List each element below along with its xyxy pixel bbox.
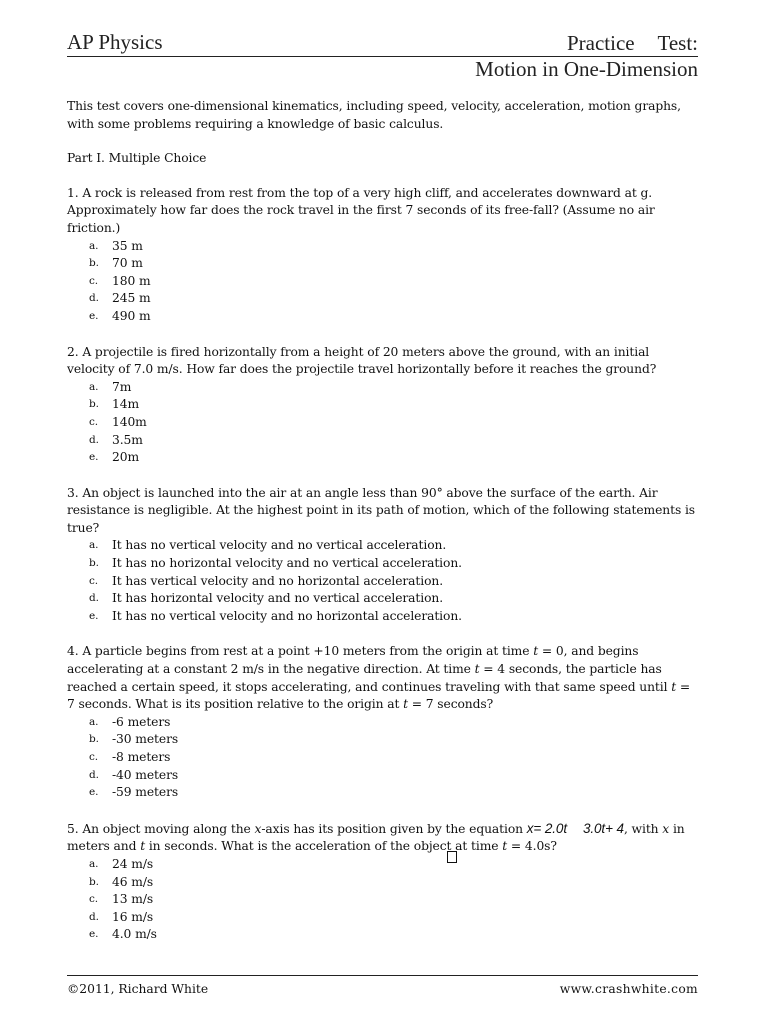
question-text xyxy=(67,820,698,856)
choice-text: It has horizontal velocity and no vertical acceleration. xyxy=(112,591,444,606)
choice-text: -30 meters xyxy=(112,732,179,747)
header-rule xyxy=(67,56,698,57)
choice-item xyxy=(89,909,698,927)
course-title: AP Physics xyxy=(67,30,163,54)
choice-item xyxy=(89,396,698,414)
choice-text: 46 m/s xyxy=(112,874,154,889)
choice-text: It has no vertical velocity and no vertical acceleration. xyxy=(112,538,447,553)
choice-item xyxy=(89,573,698,591)
time-variable: t xyxy=(502,839,508,854)
time-variable: t xyxy=(671,679,677,694)
test-title-line1 xyxy=(475,30,698,56)
choice-text: -59 meters xyxy=(112,785,179,800)
choice-text: 245 m xyxy=(112,291,151,306)
choice-item xyxy=(89,608,698,626)
choice-item xyxy=(89,273,698,291)
position-variable: x xyxy=(662,821,670,836)
practice-word: Practice xyxy=(566,31,635,55)
choice-item xyxy=(89,731,698,749)
choice-letter: d. xyxy=(89,433,99,446)
choice-letter: d. xyxy=(89,910,99,923)
choice-text: It has no vertical velocity and no horizontal acceleration. xyxy=(112,608,462,623)
choice-letter: b. xyxy=(89,557,99,570)
choice-letter: e. xyxy=(89,609,99,622)
question-text: 3. An object is launched into the air at an angle less than 90° above the surface of the earth. Air resistance is negligible. At the highest point in its path of motion, which of the following statements is true? xyxy=(67,485,696,535)
part-title: Part I. Multiple Choice xyxy=(67,151,207,166)
choice-text: 180 m xyxy=(112,273,151,288)
test-subtitle: Motion in One-Dimension xyxy=(475,57,698,81)
choice-letter: b. xyxy=(89,875,99,888)
choice-item xyxy=(89,714,698,732)
question-text-part: in seconds. What is the acceleration of the object at time xyxy=(145,839,503,854)
choice-letter: c. xyxy=(89,574,99,587)
choice-item xyxy=(89,891,698,909)
footer-rule xyxy=(67,975,698,976)
choice-letter: b. xyxy=(89,733,99,746)
choice-item xyxy=(89,749,698,767)
choice-list xyxy=(67,238,698,326)
time-variable: t xyxy=(403,697,408,712)
choice-item xyxy=(89,555,698,573)
choice-list xyxy=(67,379,698,467)
choice-letter: d. xyxy=(89,768,99,781)
choice-list xyxy=(67,856,698,944)
choice-text: -6 meters xyxy=(112,714,171,729)
choice-letter: d. xyxy=(89,592,99,605)
choice-text: -40 meters xyxy=(112,767,179,782)
choice-text: 490 m xyxy=(112,308,151,323)
time-variable: t xyxy=(474,662,480,677)
choice-item xyxy=(89,432,698,450)
choice-text: 3.5m xyxy=(112,432,143,447)
intro-paragraph: This test covers one-dimensional kinematics, including speed, velocity, acceleration, motion graphs, with some problems requiring a knowledge of basic calculus. xyxy=(67,99,681,131)
test-body xyxy=(67,98,698,962)
choice-item xyxy=(89,590,698,608)
choice-text: 4.0 m/s xyxy=(112,927,157,942)
choice-item xyxy=(89,414,698,432)
choice-item xyxy=(89,926,698,944)
choice-text: 20m xyxy=(112,450,140,465)
choice-item xyxy=(89,308,698,326)
choice-letter: c. xyxy=(89,751,99,763)
choice-letter: a. xyxy=(89,857,99,870)
choice-letter: e. xyxy=(89,786,99,799)
choice-text: 140m xyxy=(112,414,147,429)
choice-letter: b. xyxy=(89,257,99,270)
question-text: 2. A projectile is fired horizontally from a height of 20 meters above the ground, with an initial velocity of 7.0 m/s. How far does the projectile travel horizontally before it reaches the ground? xyxy=(67,344,657,377)
question-text-part: = 0, and begins accelerating at a constant 2 m/s xyxy=(67,644,639,677)
choice-item xyxy=(89,449,698,467)
choice-letter: e. xyxy=(89,451,99,464)
choice-letter: b. xyxy=(89,398,99,411)
question-text xyxy=(67,643,698,713)
question-text-part: in meters and xyxy=(67,821,685,854)
choice-text: 35 m xyxy=(112,238,143,253)
question-text-part: 5. An object moving along the xyxy=(67,821,255,836)
question-4 xyxy=(67,643,698,801)
choice-item xyxy=(89,379,698,397)
choice-item xyxy=(89,537,698,555)
choice-text: 7m xyxy=(112,379,132,394)
test-word: Test: xyxy=(657,31,698,55)
time-variable: t xyxy=(140,839,146,854)
choice-letter: c. xyxy=(89,893,99,906)
question-text-part: = 7 seconds? xyxy=(407,697,494,712)
choice-letter: e. xyxy=(89,928,99,941)
choice-text: 13 m/s xyxy=(112,892,154,907)
equation-term: x= 2.0t xyxy=(526,820,567,836)
question-text: 1. A rock is released from rest from the top of a very high cliff, and accelerates downward at g. Approximately how far does the rock travel in the first 7 seconds of its free-fall? (Assume no air friction.) xyxy=(67,185,655,235)
choice-text: 16 m/s xyxy=(112,909,154,924)
choice-list xyxy=(67,537,698,625)
choice-letter: e. xyxy=(89,309,99,322)
choice-letter: c. xyxy=(89,415,99,428)
choice-item xyxy=(89,874,698,892)
choice-letter: a. xyxy=(89,715,99,728)
choice-letter: a. xyxy=(89,239,99,252)
choice-letter: c. xyxy=(89,274,99,287)
position-variable: x xyxy=(254,821,262,836)
choice-text: It has no horizontal velocity and no vertical acceleration. xyxy=(112,556,462,571)
choice-item xyxy=(89,290,698,308)
question-text-part: in the negative direction. At time xyxy=(264,662,475,677)
choice-letter: a. xyxy=(89,380,99,393)
question-3 xyxy=(67,485,698,626)
choice-text: 24 m/s xyxy=(112,856,154,871)
choice-item xyxy=(89,238,698,256)
choice-text: 14m xyxy=(112,397,140,412)
footer-copyright: ©2011, Richard White xyxy=(67,982,209,996)
choice-text: -8 meters xyxy=(112,750,171,764)
footer-website: www.crashwhite.com xyxy=(559,982,698,996)
choice-letter: d. xyxy=(89,292,99,305)
question-text-part: -axis has its position given by the equation xyxy=(261,821,527,836)
question-1 xyxy=(67,185,698,326)
question-5 xyxy=(67,820,698,944)
choice-text: It has vertical velocity and no horizontal acceleration. xyxy=(112,573,444,588)
equation-term: 3.0t+ 4 xyxy=(582,820,624,836)
choice-list xyxy=(67,714,698,802)
choice-item xyxy=(89,767,698,785)
time-variable: t xyxy=(533,644,539,659)
missing-glyph-box xyxy=(447,851,457,863)
question-text-part: = 4 seconds, the particle has reached a certain speed, it stops accelerating, and continues traveling with that same speed until xyxy=(67,662,672,694)
question-2 xyxy=(67,344,698,467)
question-text-part: , with xyxy=(623,821,663,836)
question-text-part: = 4.0s? xyxy=(507,839,557,854)
question-text-part: 4. A particle begins from rest at a point +10 meters from the origin at time xyxy=(67,644,534,659)
position-equation xyxy=(527,821,624,836)
choice-text: 70 m xyxy=(112,256,143,271)
choice-item xyxy=(89,255,698,273)
choice-item xyxy=(89,856,698,874)
choice-letter: a. xyxy=(89,539,99,552)
choice-item xyxy=(89,784,698,802)
question-text-part: = 7 seconds. What is its position relative to the origin at xyxy=(67,679,691,712)
